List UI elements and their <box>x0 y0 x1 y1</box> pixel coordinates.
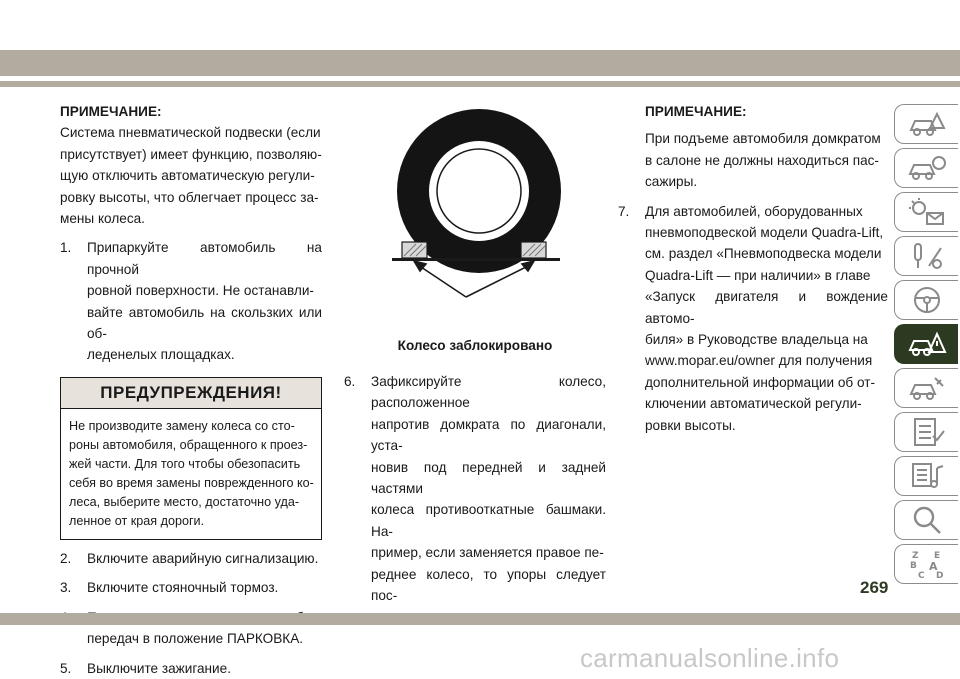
light-message-icon <box>907 196 947 228</box>
note-text-right: При подъеме автомобиля домкратом в салоне не должны находиться пас- сажиры. <box>645 131 881 190</box>
step-2: 2. Включите аварийную сигнализацию. <box>60 550 319 566</box>
svg-text:D: D <box>935 571 943 580</box>
step-1: 1. Припаркуйте автомобиль на прочной ровной поверхности. Не останавли- вайте автомобиль на скользких или об- леденелых площадках. <box>60 240 322 363</box>
figure-caption: Колесо заблокировано <box>397 338 553 353</box>
header-band <box>0 50 960 76</box>
page-number: 269 <box>860 578 889 597</box>
right-chock <box>521 242 546 258</box>
tab-car-service[interactable] <box>894 368 958 408</box>
tab-emergency[interactable] <box>894 324 958 364</box>
header-rule <box>0 81 960 87</box>
tab-car-info[interactable] <box>894 148 958 188</box>
wheel-chock-figure <box>344 99 606 353</box>
left-column <box>60 101 322 679</box>
note-text: Система пневматической подвески (если присутствует) имеет функцию, позволяю- щую отключить автоматическую регули- ровку высоты, что облегчает процесс за- мены колеса. <box>60 125 322 227</box>
car-service-icon <box>907 372 947 404</box>
tab-controls[interactable] <box>894 236 958 276</box>
svg-text:A: A <box>928 560 938 573</box>
warning-box <box>60 377 322 540</box>
svg-text:E: E <box>933 551 940 561</box>
watermark: carmanualsonline.info <box>580 643 840 673</box>
alphabet-index-icon <box>907 548 947 580</box>
emergency-car-icon <box>907 328 947 360</box>
step-7: 7. Для автомобилей, оборудованных пневмоподвеской модели Quadra-Lift, см. раздел «Пневмоподвеска модели Quadra-Lift — при наличии» в главе «Запуск двигателя и вождение автомо- биля» в Руководстве владельца на www.mopar.eu/owner для получения дополнительной информации об от- ключении автоматической регули- ровки высоты. <box>618 203 888 433</box>
checklist-icon <box>907 416 947 448</box>
step-3: 3. Включите стояночный тормоз. <box>60 580 279 596</box>
left-chock <box>402 242 427 258</box>
svg-text:C: C <box>917 571 925 580</box>
search-icon <box>907 504 947 536</box>
tab-multimedia[interactable] <box>894 456 958 496</box>
multimedia-icon <box>907 460 947 492</box>
tab-car-warning[interactable] <box>894 104 958 144</box>
car-info-icon <box>907 152 947 184</box>
note-title-right: ПРИМЕЧАНИЕ: <box>645 104 747 119</box>
right-column <box>618 101 888 436</box>
step-4: передач в положение ПАРКОВКА. <box>87 631 304 647</box>
tab-checklist[interactable] <box>894 412 958 452</box>
wheel-blocked-illustration <box>344 99 606 329</box>
svg-text:Z: Z <box>911 551 919 561</box>
tab-steering[interactable] <box>894 280 958 320</box>
chapter-tabs <box>894 104 960 588</box>
warning-text: Не производите замену колеса со сто- роны автомобиля, обращенного к проез- жей части. Для того чтобы обезопасить себя во время замены поврежденного ко- леса, выберите место, достаточно уда- ленное от края дороги. <box>69 418 314 528</box>
tab-search[interactable] <box>894 500 958 540</box>
car-warning-icon <box>907 108 947 140</box>
footer-band <box>0 613 960 625</box>
step-5: 5. Выключите зажигание. <box>60 660 231 676</box>
svg-text:B: B <box>909 561 917 571</box>
steering-wheel-icon <box>907 284 947 316</box>
step-6: 6. Зафиксируйте колесо, расположенное напротив домкрата по диагонали, уста- новив под передней и задней частями колеса противооткатные башмаки. На- пример, если заменяется правое пе- реднее колесо, то упоры следует пос- <box>344 374 606 604</box>
tab-lights-messages[interactable] <box>894 192 958 232</box>
tab-alphabetical-index[interactable] <box>894 544 958 584</box>
note-title: ПРИМЕЧАНИЕ: <box>60 104 162 119</box>
controls-icon <box>907 240 947 272</box>
warning-title: ПРЕДУПРЕЖДЕНИЯ! <box>61 378 321 409</box>
middle-column <box>344 101 606 628</box>
